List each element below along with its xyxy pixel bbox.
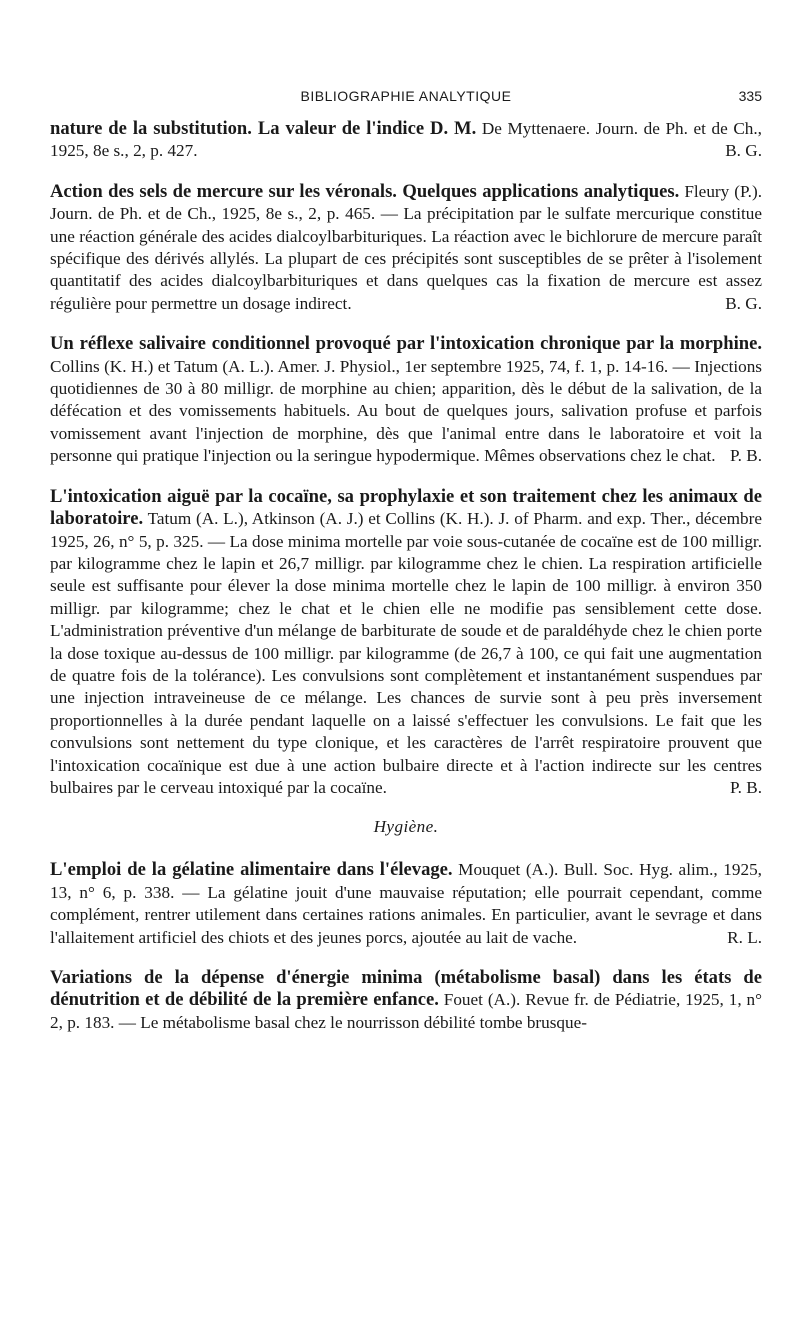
entry-text: Mouquet (A.). Bull. Soc. Hyg. alim., 1925, 13, n° 6, p. 338. — La gélatine jouit d'une mauvaise réputation; elle pourrait cependant, comme complément, rentrer utilement dans certaines rations animales. En particulier, avant le sevrage et dans l'allaitement artificiel des chiots et des jeunes porcs, ajoutée au lait de vache. — [50, 860, 762, 947]
entry-text: De Myttenaere. Journ. de Ph. et de Ch., 1925, 8e s., 2, p. 427. — [50, 119, 762, 161]
entry-signature: B. G. — [725, 141, 762, 161]
entry-signature: R. L. — [727, 927, 762, 947]
entry-signature: P. B. — [729, 777, 762, 797]
running-title: BIBLIOGRAPHIE ANALYTIQUE — [300, 88, 512, 104]
entry-title: L'intoxication aiguë par la cocaïne, sa prophylaxie et son traitement chez les animaux de laboratoire. — [50, 485, 762, 530]
entry-text: Tatum (A. L.), Atkinson (A. J.) et Collins (K. H.). J. of Pharm. and exp. Ther., décembre 1925, 26, n° 5, p. 325. — La dose minima mortelle par voie sous-cutanée de cocaïne est de 100 milligr. par kilogramme chez le lapin et 26,7 milligr. par kilogramme chez le chien. La respiration artificielle seule est suffisante pour élever la dose minima mortelle chez le lapin de 100 milligr. à environ 350 milligr. par kilogramme; chez le chat et le chien elle ne modifie pas sensiblement cette dose. L'administration préventive d'un mélange de barbiturate de soude et de paraldéhyde chez le chien porte la dose toxique au-dessus de 100 milligr. par kilogramme (de 26,7 à 100, ce qui fait une augmentation de quatre fois de la tolérance). Les convulsions sont complètement et instantanément suspendues par une injection intraveineuse de ce mélange. Les chances de survie sont à peu près inversement proportionnelles à la durée pendant laquelle on a laissé s'effectuer les convulsions. Le fait que les convulsions sont nettement du type clonique, et les caractères de l'arrêt respiratoire prouvent que l'intoxication cocaïnique est due à une action bulbaire directe et à l'action indirecte sur les centres bulbaires par le cerveau intoxiqué par la cocaïne. — [50, 509, 762, 797]
section-heading: Hygiène. — [373, 817, 439, 837]
entry-title: Un réflexe salivaire conditionnel provoqué par l'intoxication chronique par la morphine. — [50, 333, 762, 355]
bibliography-entry — [50, 967, 762, 1034]
page-header — [50, 88, 762, 112]
entry-signature: B. G. — [725, 293, 762, 313]
bibliography-entry — [50, 486, 762, 800]
bibliography-entry — [50, 859, 762, 949]
entry-title: Action des sels de mercure sur les véronals. Quelques applications analytiques. — [50, 180, 680, 202]
page-number: 335 — [738, 88, 762, 104]
bibliography-entry — [50, 333, 762, 467]
entry-title: L'emploi de la gélatine alimentaire dans l'élevage. — [50, 859, 453, 881]
entry-signature: P. B. — [729, 446, 762, 466]
bibliography-entry — [50, 118, 762, 163]
bibliography-entry — [50, 181, 762, 315]
entry-text: Fouet (A.). Revue fr. de Pédiatrie, 1925, 1, n° 2, p. 183. — Le métabolisme basal chez le nourrisson débilité tombe brusque- — [50, 990, 762, 1032]
page-body — [50, 118, 762, 1052]
entry-title: Variations de la dépense d'énergie minima (métabolisme basal) dans les états de dénutrition et de débilité de la première enfance. — [50, 967, 762, 1011]
entry-text: Collins (K. H.) et Tatum (A. L.). Amer. J. Physiol., 1er septembre 1925, 74, f. 1, p. 14-16. — Injections quotidiennes de 30 à 80 milligr. de morphine au chien; apparition, dès le début de la salivation, de la défécation et des vomissements habituels. Au bout de quelques jours, salivation profuse et parfois vomissement avant l'injection de morphine, dès que l'animal entre dans le laboratoire et voit la personne qui pratique l'injection ou la seringue hypodermique. Mêmes observations chez le chat. — [50, 356, 762, 466]
entry-title: nature de la substitution. La valeur de l'indice D. M. — [50, 118, 477, 139]
entry-text: Fleury (P.). Journ. de Ph. et de Ch., 1925, 8e s., 2, p. 465. — La précipitation par le sulfate mercurique constitue une réaction générale des acides dialcoylbarbituriques. La réaction avec le bichlorure de mercure paraît spécifique des dérivés allylés. La plupart de ces précipités sont susceptibles de se prêter à l'isolement quantitatif des acides dialcoylbarbituriques et dans quelques cas la fixation de mercure est assez régulière pour permettre un dosage indirect. — [50, 181, 762, 313]
